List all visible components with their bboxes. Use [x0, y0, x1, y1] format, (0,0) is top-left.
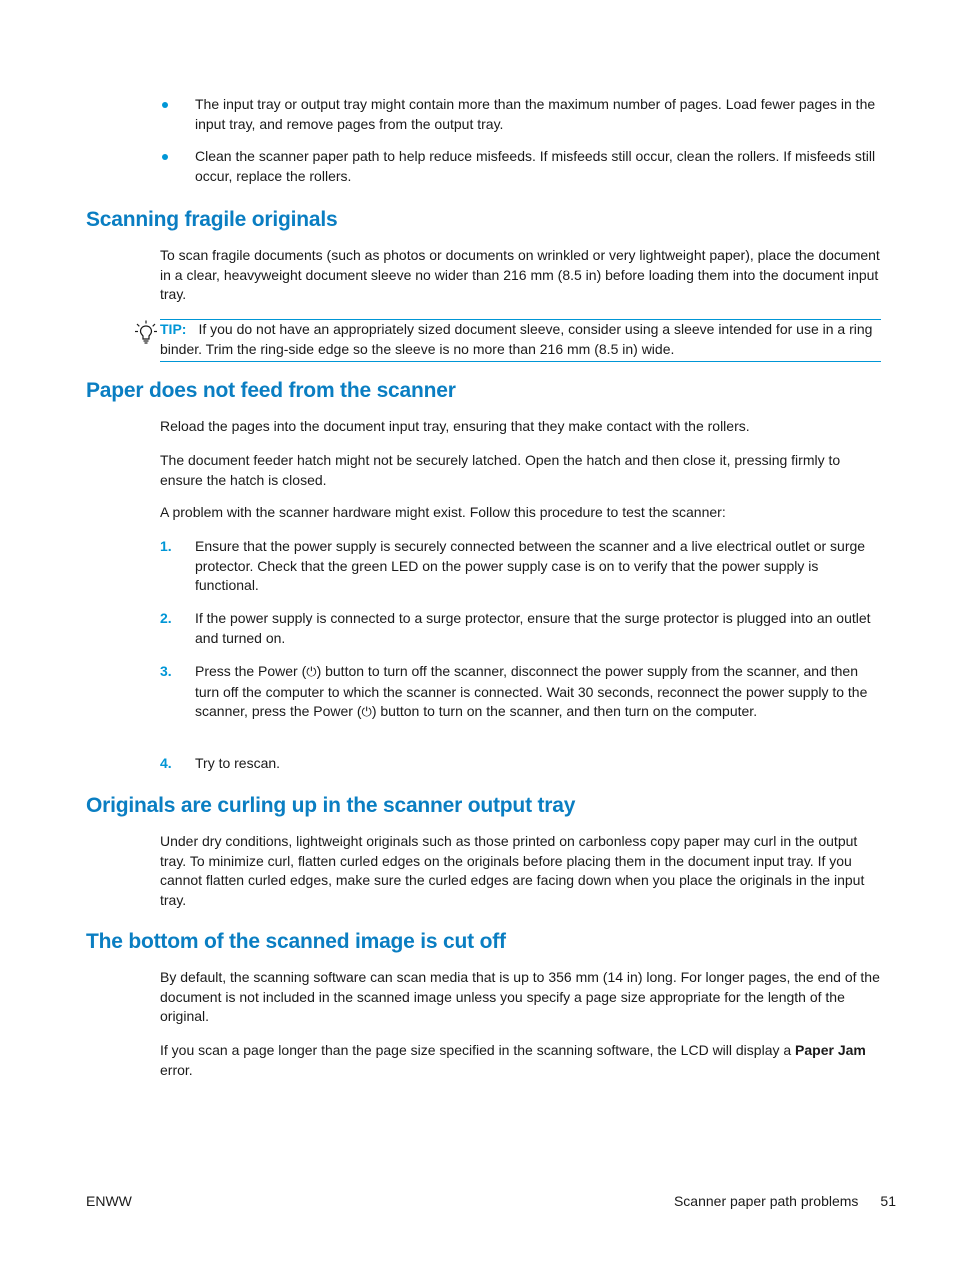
cutoff-paragraph-1: By default, the scanning software can scan media that is up to 356 mm (14 in) long. For longer pages, the end of the document is not included in the scanned image unless you specify a page size appropriate for the length of the original. — [160, 969, 880, 1024]
tip-box — [160, 319, 881, 362]
step-number: 1. — [160, 538, 172, 554]
list-item — [160, 147, 885, 186]
step-number: 2. — [160, 610, 172, 626]
bullet-dot-icon — [162, 154, 168, 160]
paper-jam-term: Paper Jam — [795, 1042, 866, 1058]
nofeed-paragraph-2: The document feeder hatch might not be securely latched. Open the hatch and then close it, pressing firmly to ensure the hatch is closed. — [160, 452, 841, 488]
step-item — [160, 662, 885, 723]
step-item — [160, 537, 885, 596]
cutoff-paragraph-2 — [160, 1041, 885, 1080]
list-item — [160, 95, 885, 134]
step-text: If the power supply is connected to a surge protector, ensure that the surge protector is plugged into an outlet and turned on. — [195, 610, 871, 646]
cutoff-text-part: error. — [160, 1061, 193, 1078]
step-item — [160, 754, 885, 774]
step-text: Ensure that the power supply is securely connected between the scanner and a live electrical outlet or surge protector. Check that the green LED on the power supply case is on to verify that the power supply is functional. — [195, 538, 866, 593]
lightbulb-icon — [135, 320, 157, 346]
fragile-paragraph: To scan fragile documents (such as photos or documents on wrinkled or very lightweight paper), place the document in a clear, heavyweight document sleeve no wider than 216 mm (8.5 in) before loading them into the document input tray. — [160, 247, 880, 302]
bullet-text: The input tray or output tray might contain more than the maximum number of pages. Load fewer pages in the input tray, and remove pages from the output tray. — [195, 96, 876, 132]
power-icon: ⏻ — [361, 705, 372, 720]
page-number: 51 — [880, 1193, 896, 1209]
step-text-part: ) button to turn on the scanner, and then turn on the computer. — [371, 703, 758, 719]
step-text-part: ) button to turn off the scanner, disconnect the power supply from the scanner, and then turn off the computer to which the scanner is connected. Wait 30 seconds, reconnect the power supply to the scanner, press the Power ( — [195, 663, 868, 719]
power-icon: ⏻ — [306, 665, 317, 680]
step-item — [160, 609, 885, 648]
nofeed-paragraph-3: A problem with the scanner hardware might exist. Follow this procedure to test the scanner: — [160, 504, 726, 520]
footer-left: ENWW — [86, 1193, 132, 1209]
step-number: 4. — [160, 755, 172, 771]
section-heading-nofeed: Paper does not feed from the scanner — [86, 379, 456, 402]
section-heading-fragile: Scanning fragile originals — [86, 208, 338, 231]
bullet-dot-icon — [162, 102, 168, 108]
step-text: Try to rescan. — [195, 755, 281, 771]
curling-paragraph: Under dry conditions, lightweight originals such as those printed on carbonless copy paper may curl in the output tray. To minimize curl, flatten curled edges on the originals before placing them in the document input tray. If you cannot flatten curled edges, make sure the curled edges are facing down when you place the originals in the input tray. — [160, 833, 865, 908]
section-heading-cutoff: The bottom of the scanned image is cut off — [86, 930, 506, 953]
tip-label: TIP: — [160, 321, 187, 337]
cutoff-text-part: If you scan a page longer than the page size specified in the scanning software, the LCD will display a — [160, 1042, 796, 1058]
step-text-part: Press the Power ( — [195, 663, 307, 679]
step-number: 3. — [160, 663, 172, 679]
step-text — [195, 662, 885, 723]
bullet-text: Clean the scanner paper path to help reduce misfeeds. If misfeeds still occur, clean the rollers. If misfeeds still occur, replace the rollers. — [195, 148, 876, 184]
footer-right — [674, 1192, 896, 1212]
section-heading-curling: Originals are curling up in the scanner output tray — [86, 794, 576, 817]
nofeed-paragraph-1: Reload the pages into the document input tray, ensuring that they make contact with the rollers. — [160, 418, 750, 434]
footer-section-title: Scanner paper path problems — [673, 1193, 859, 1209]
bullet-list — [160, 95, 885, 199]
tip-text: If you do not have an appropriately sized document sleeve, consider using a sleeve intended for use in a ring binder. Trim the ring-side edge so the sleeve is no more than 216 mm (8.5 in) wide. — [160, 321, 873, 357]
